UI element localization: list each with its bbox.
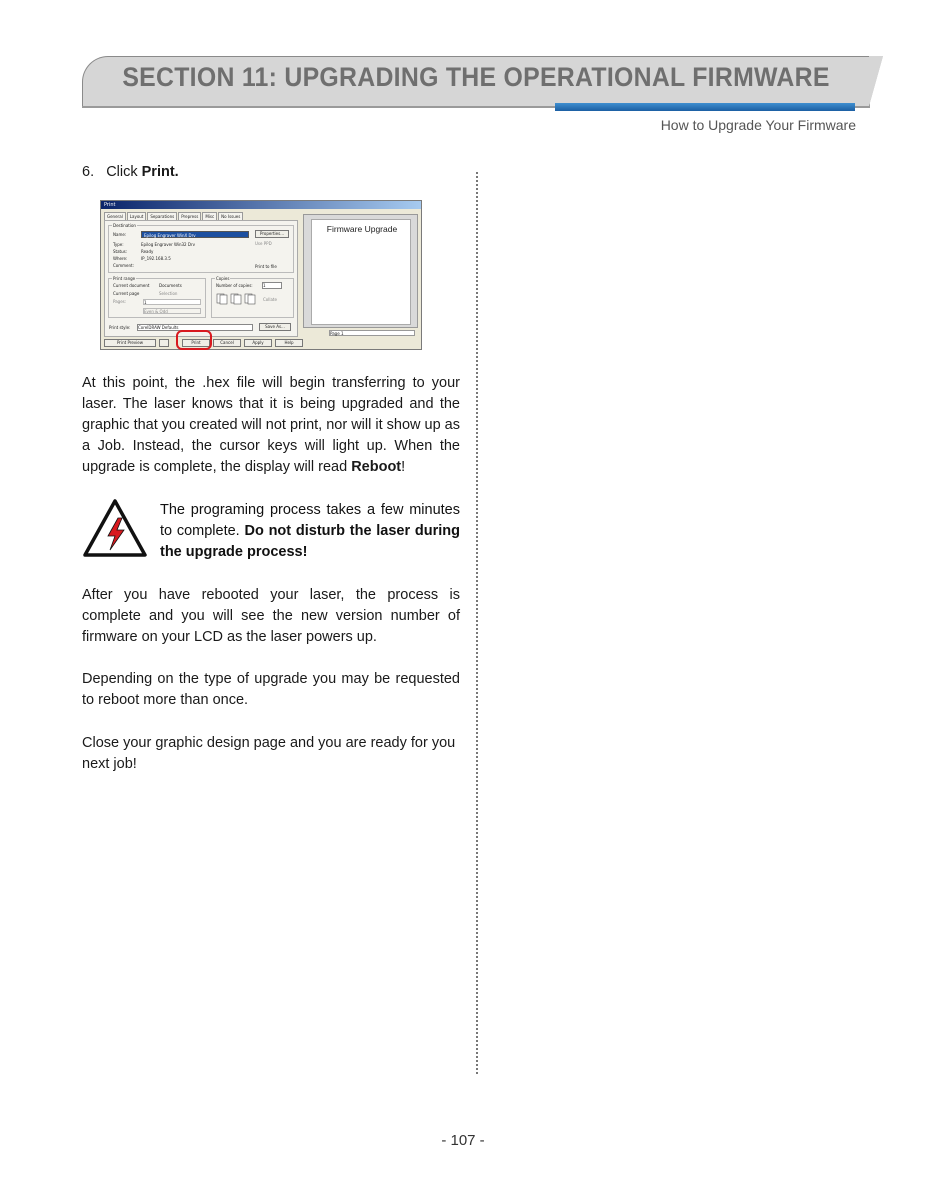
copies-label: Copies [216,276,230,281]
warning-bold: Do not disturb the laser during the upgrade process! [160,523,460,560]
print-button-highlight [176,330,212,350]
name-label: Name: [113,232,127,237]
print-range-label: Print range [113,276,136,281]
column-divider [476,172,478,1074]
dialog-general-panel [104,220,298,337]
warning-high-voltage-icon [82,498,148,558]
apply-button[interactable]: Apply [244,339,272,347]
tab-prepress[interactable]: Prepress [178,212,201,220]
section-title: SECTION 11: UPGRADING THE OPERATIONAL FIRMWARE [122,62,830,92]
number-of-copies-label: Number of copies: [216,283,253,288]
step-prefix: Click [106,164,142,180]
printer-name-select[interactable]: Epilog Engraver WinX Drv [141,231,249,238]
collate-checkbox[interactable]: Collate [263,297,277,302]
step-number: 6. [82,164,95,180]
step-bold: Print. [141,164,179,180]
tab-layout[interactable]: Layout [127,212,147,220]
reboot-paragraph: After you have rebooted your laser, the process is complete and you will see the new version number of firmware on your LCD as the laser powers up. [82,587,460,645]
destination-label: Destination [113,223,136,228]
even-odd-select[interactable]: Even & Odd [143,308,201,314]
documents-radio[interactable]: Documents [159,283,182,288]
type-value: Epilog Engraver Win32 Drv [141,242,195,247]
reboot-word: Reboot [351,459,402,475]
print-button[interactable]: Print [182,339,210,347]
print-style-select[interactable]: CorelDRAW Defaults [137,324,253,331]
pages-radio[interactable]: Pages: [113,299,127,304]
transfer-text: At this point, the .hex file will begin transferring to your laser. The laser knows that it is being upgraded and the graphic that you created will not print, nor will it show up as a Job. Instead, the cursor keys will light up. When the upgrade is complete, the display will read [82,375,460,475]
copies-stepper[interactable]: 1 [262,282,282,289]
page-subtitle: How to Upgrade Your Firmware [660,117,856,133]
type-label: Type: [113,242,124,247]
print-to-file-checkbox[interactable]: Print to file [255,264,277,269]
reboot-more-paragraph: Depending on the type of upgrade you may be requested to reboot more than once. [82,671,460,708]
help-button[interactable]: Help [275,339,303,347]
page-navigator[interactable]: Page 1 [329,330,415,336]
where-label: Where: [113,256,128,261]
tab-misc[interactable]: Misc [202,212,217,220]
preview-toggle-button[interactable] [159,339,169,347]
comment-label: Comment: [113,263,134,268]
transfer-paragraph [82,373,460,478]
preview-page [311,219,411,325]
header-accent-bar [555,103,855,111]
page-number: - 107 - [441,1132,485,1149]
print-preview-pane [303,214,418,328]
print-dialog-screenshot [100,200,422,350]
current-document-radio[interactable]: Current document [113,283,150,288]
tab-no-issues[interactable]: No Issues [218,212,243,220]
selection-radio[interactable]: Selection [159,291,178,296]
collate-pages-icon [216,293,258,305]
warning-text [160,500,460,563]
tab-general[interactable]: General [104,212,126,220]
status-value: Ready [141,249,154,254]
preview-text: Firmware Upgrade [326,224,398,234]
dialog-title: Print [101,201,421,209]
step-instruction [82,162,460,183]
transfer-end: ! [401,459,406,475]
current-page-radio[interactable]: Current page [113,291,140,296]
use-ppd-checkbox[interactable]: Use PPD [255,241,272,246]
print-style-label: Print style: [109,325,131,330]
status-label: Status: [113,249,128,254]
dialog-tabs [104,212,244,220]
properties-button[interactable]: Properties... [255,230,289,238]
print-preview-button[interactable]: Print Preview [104,339,156,347]
pages-input[interactable]: 1 [143,299,201,305]
where-value: IP_192.168.3.5 [141,256,171,261]
closing-paragraph: Close your graphic design page and you are ready for you next job! [82,735,456,772]
warning-plain: The programing process takes a few minutes to complete. [160,502,460,539]
tab-separations[interactable]: Separations [147,212,177,220]
cancel-button[interactable]: Cancel [213,339,241,347]
save-as-button[interactable]: Save As... [259,323,291,331]
